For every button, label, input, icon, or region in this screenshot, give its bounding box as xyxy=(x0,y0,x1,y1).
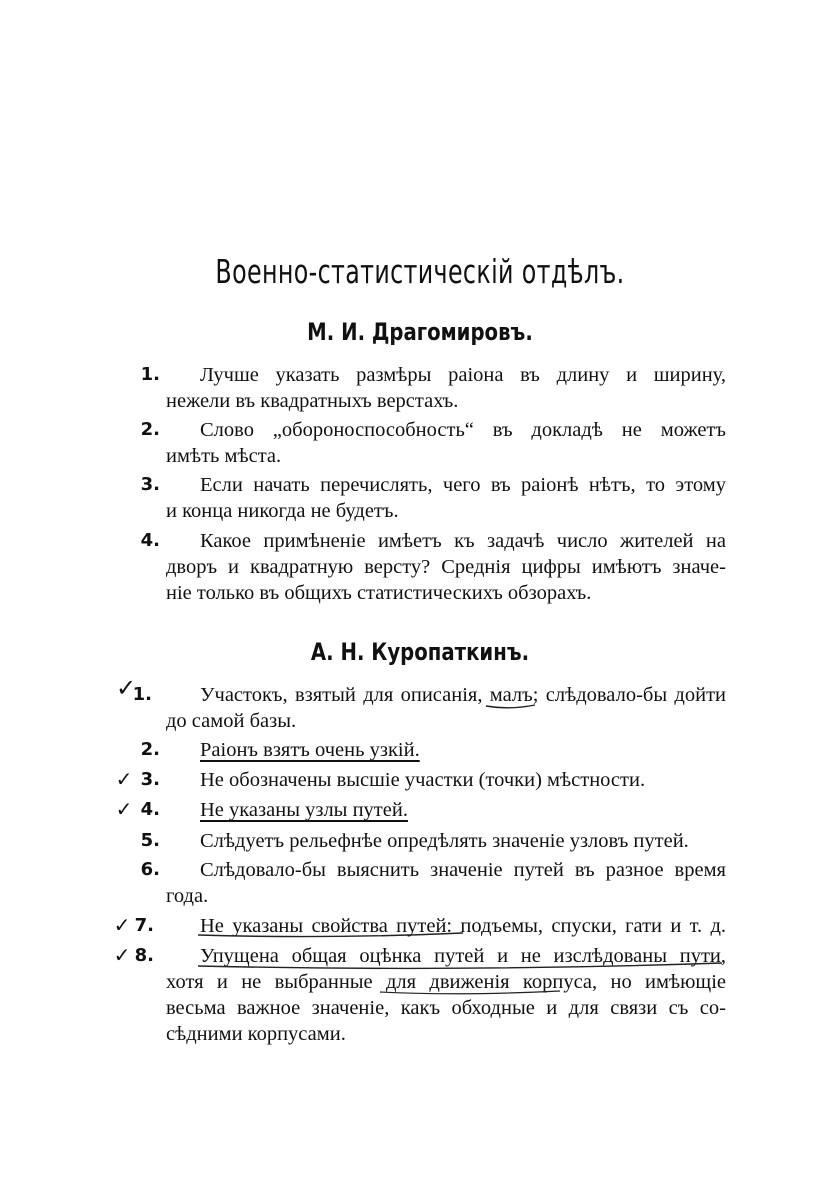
item-number: 8. xyxy=(134,945,154,966)
item-line: хотя и не выбранные для движенія корпуса, но имѣющіе xyxy=(166,971,726,993)
item-line: Слово „обороноспособность“ въ докладѣ не можетъ xyxy=(200,419,726,441)
item-line: Какое примѣненіе имѣетъ къ задачѣ число жителей на xyxy=(200,530,726,552)
item-line: и конца никогда не будетъ. xyxy=(166,500,399,522)
item-line: Не обозначены высшіе участки (точки) мѣстности. xyxy=(200,769,646,791)
item-line: Слѣдуетъ рельефнѣе опредѣлять значеніе узловъ путей. xyxy=(200,830,689,852)
item-line: нежели въ квадратныхъ верстахъ. xyxy=(166,390,459,412)
item-line: Участокъ, взятый для описанія, малъ; слѣдовало-бы дойти xyxy=(200,684,726,706)
item-number: 4. xyxy=(140,799,160,820)
item-line: Раіонъ взятъ очень узкій. xyxy=(200,739,420,761)
item-line: сѣдними корпусами. xyxy=(166,1023,346,1045)
item-line: дворъ и квадратную версту? Среднія цифры имѣютъ значе- xyxy=(166,556,726,578)
item-number: 3. xyxy=(140,474,160,495)
item-line: весьма важное значеніе, какъ обходные и для связи съ со- xyxy=(166,997,726,1019)
item-number: 1. xyxy=(132,684,152,705)
item-line: Слѣдовало-бы выяснить значеніе путей въ разное время xyxy=(200,859,726,881)
item-number: 5. xyxy=(140,830,160,851)
item-line: Если начать перечислять, чего въ раіонѣ нѣтъ, то этому xyxy=(200,474,726,496)
item-number: 6. xyxy=(140,859,160,880)
item-number: 4. xyxy=(140,530,160,551)
item-line: до самой базы. xyxy=(166,710,297,732)
item-line: Упущена общая оцѣнка путей и не изслѣдованы пути, xyxy=(200,945,726,967)
section-author-kuropatkin: А. Н. Куропаткинъ. xyxy=(310,638,530,666)
item-number: 2. xyxy=(140,419,160,440)
page-title: Военно-статистическій отдѣлъ. xyxy=(215,252,625,291)
item-line: года. xyxy=(166,885,209,907)
section-author-dragomirov: М. И. Драгомировъ. xyxy=(307,318,533,346)
item-line: имѣть мѣста. xyxy=(166,445,282,467)
item-line: Не указаны узлы путей. xyxy=(200,799,408,821)
checkmark-icon: ✓ xyxy=(115,797,133,821)
item-number: 3. xyxy=(140,769,160,790)
item-line: Не указаны свойства путей: подъемы, спуски, гати и т. д. xyxy=(200,915,726,937)
checkmark-icon: ✓ xyxy=(113,913,131,937)
item-line: Лучше указать размѣры раіона въ длину и ширину, xyxy=(200,364,726,386)
checkmark-icon: ✓ xyxy=(113,943,131,967)
item-line: ніе только въ общихъ статистическихъ обзорахъ. xyxy=(166,582,592,604)
item-number: 7. xyxy=(134,915,154,936)
checkmark-icon: ✓ xyxy=(115,674,137,702)
item-number: 1. xyxy=(140,364,160,385)
item-number: 2. xyxy=(140,739,160,760)
checkmark-icon: ✓ xyxy=(115,767,133,791)
